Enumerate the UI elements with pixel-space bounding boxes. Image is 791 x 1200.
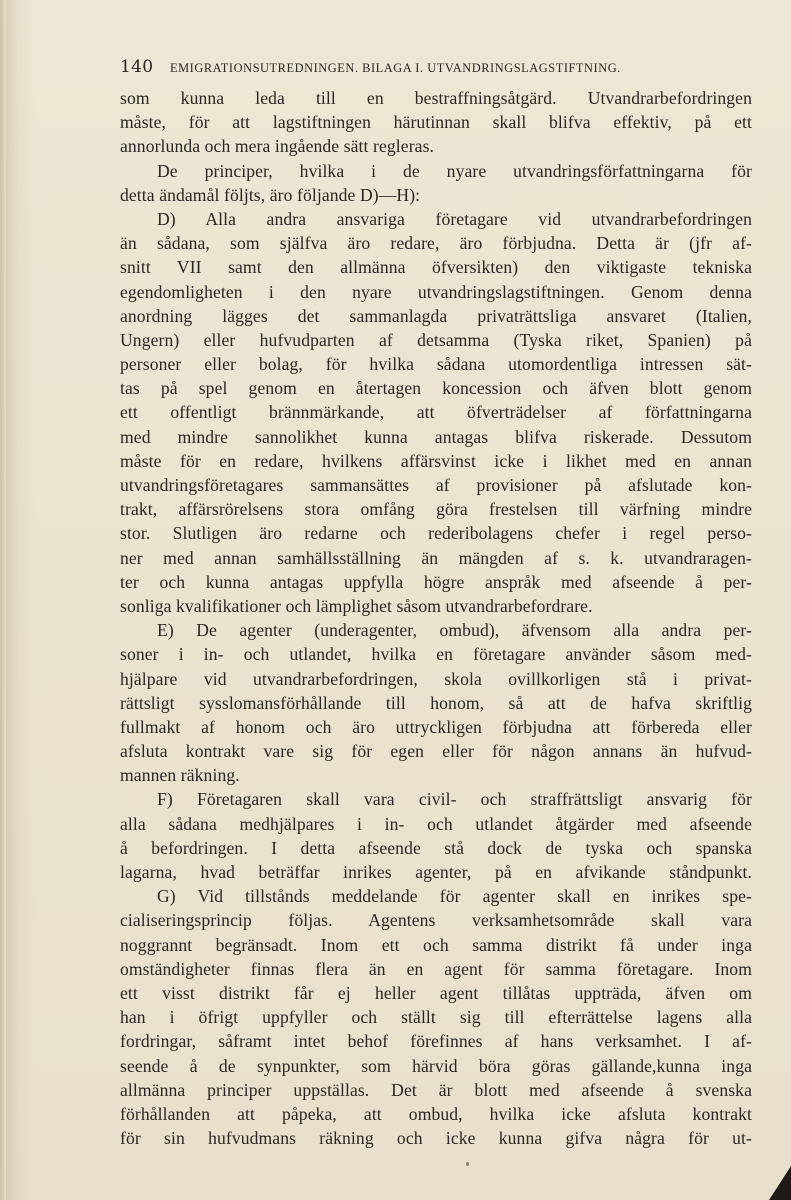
text-line: cialiseringsprincip följas. Agentens verksamhetsområde skall vara (120, 910, 752, 931)
text-line: personer eller bolag, för hvilka sådana utomordentliga intressen sät- (120, 354, 752, 375)
text-line: anordning lägges det sammanlagda privaträttsliga ansvaret (Italien, (120, 305, 752, 326)
text-line: än sådana, som själfva äro redare, äro förbjudna. Detta är (jfr af- (120, 233, 752, 254)
body-text (120, 86, 752, 1150)
page-number: 140 (120, 57, 154, 77)
text-line: å befordringen. I detta afseende stå dock de tyska och spanska (120, 837, 752, 858)
text-line: E) De agenter (underagenter, ombud), äfvensom alla andra per- (157, 620, 752, 641)
text-line: detta ändamål följts, äro följande D)—H): (120, 184, 421, 205)
text-line: förhållanden att påpeka, att ombud, hvilka icke afsluta kontrakt (120, 1103, 752, 1124)
text-line: han i öfrigt uppfyller och ställt sig till efterrättelse lagens alla (120, 1007, 752, 1028)
text-line: allmänna principer uppställas. Det är blott med afseende å svenska (120, 1079, 752, 1100)
text-line: måste, för att lagstiftningen härutinnan skall blifva effektiv, på ett (120, 112, 752, 133)
text-line: mannen räkning. (120, 765, 240, 786)
text-line: ter och kunna antagas uppfylla högre anspråk med afseende å per- (120, 571, 752, 592)
text-line: omständigheter finnas flera än en agent för samma företagare. Inom (120, 958, 752, 979)
text-line: Ungern) eller hufvudparten af detsamma (Tyska riket, Spanien) på (120, 329, 752, 350)
text-line: måste för en redare, hvilkens affärsvinst icke i likhet med en annan (120, 450, 752, 471)
page-corner-shadow (769, 1166, 791, 1200)
text-line: snitt VII samt den allmänna öfversikten) den viktigaste tekniska (120, 257, 752, 278)
text-line: med mindre sannolikhet kunna antagas blifva riskerade. Dessutom (120, 426, 752, 447)
running-title: EMIGRATIONSUTREDNINGEN. BILAGA I. UTVANDRINGSLAGSTIFTNING. (170, 61, 621, 75)
text-line: fullmakt af honom och äro uttryckligen förbjudna att förbereda eller (120, 716, 752, 737)
text-line: De principer, hvilka i de nyare utvandringsförfattningarna för (157, 160, 752, 181)
text-line: tas på spel genom en återtagen koncession och äfven blott genom (120, 378, 752, 399)
text-line: lagarna, hvad beträffar inrikes agenter, på en afvikande ståndpunkt. (120, 862, 752, 882)
text-line: för sin hufvudmans räkning och icke kunna gifva några för ut- (120, 1128, 752, 1149)
text-line: alla sådana medhjälpares i in- och utlandet åtgärder med afseende (120, 813, 752, 834)
text-line: fordringar, såframt intet behof förefinnes af hans verksamhet. I af- (120, 1031, 752, 1052)
text-line: afsluta kontrakt vare sig för egen eller för någon annans än hufvud- (120, 741, 752, 762)
text-line: ner med annan samhällsställning än mängden af s. k. utvandraragen- (120, 547, 752, 568)
text-line: som kunna leda till en bestraffningsåtgärd. Utvandrarbefordringen (120, 88, 752, 108)
binding-gutter (0, 0, 6, 1200)
text-line: F) Företagaren skall vara civil- och straffrättsligt ansvarig för (157, 789, 752, 810)
paper-speck (466, 1162, 469, 1166)
text-line: stor. Slutligen äro redarne och rederibolagens chefer i regel perso- (120, 523, 752, 544)
text-line: annorlunda och mera ingående sätt regleras. (120, 136, 435, 157)
text-line: trakt, affärsrörelsens stora omfång göra frestelsen till värfning mindre (120, 499, 752, 520)
text-line: rättsligt sysslomansförhållande till honom, så att de hafva skriftlig (120, 692, 752, 713)
text-line: ett offentligt brännmärkande, att öfverträdelser af författningarna (120, 402, 752, 423)
text-line: hjälpare vid utvandrarbefordringen, skola ovillkorligen stå i privat- (120, 668, 752, 689)
text-line: egendomligheten i den nyare utvandringslagstiftningen. Genom denna (120, 281, 752, 302)
text-line: D) Alla andra ansvariga företagare vid utvandrarbefordringen (157, 208, 752, 229)
text-line: soner i in- och utlandet, hvilka en företagare använder såsom med- (120, 644, 752, 665)
text-line: ett visst distrikt får ej heller agent tillåtas uppträda, äfven om (120, 982, 752, 1003)
text-line: seende å de synpunkter, som härvid böra göras gällande,kunna inga (120, 1055, 752, 1076)
text-line: noggrannt begränsadt. Inom ett och samma distrikt få under inga (120, 934, 752, 955)
text-line: G) Vid tillstånds meddelande för agenter skall en inrikes spe- (157, 886, 752, 907)
running-header (120, 57, 760, 81)
text-line: utvandringsföretagares sammansättes af provisioner på afslutade kon- (120, 475, 752, 495)
text-line: sonliga kvalifikationer och lämplighet såsom utvandrarbefordrare. (120, 595, 593, 616)
